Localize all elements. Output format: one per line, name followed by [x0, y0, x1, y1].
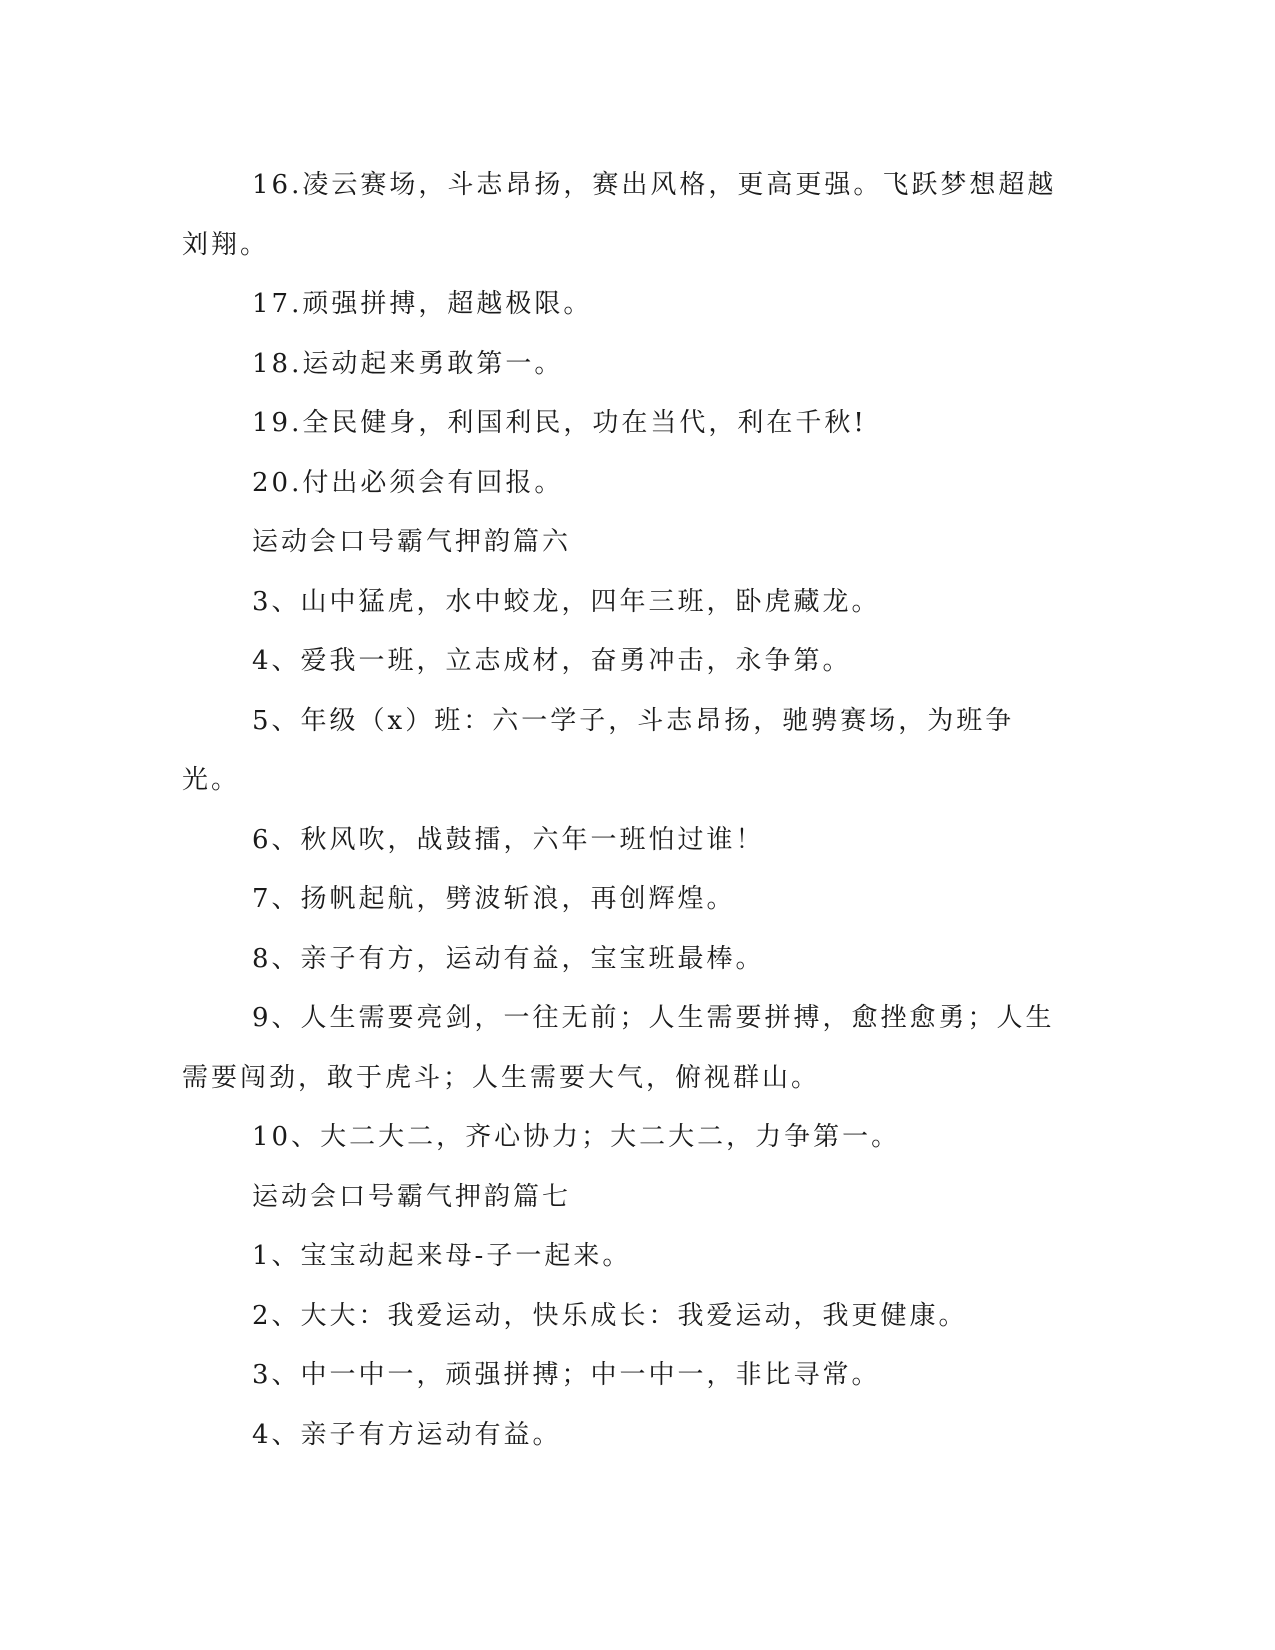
slogan-6-4: 4、爱我一班，立志成材，奋勇冲击，永争第。 — [252, 646, 852, 676]
document-body — [182, 156, 1062, 1465]
slogan-20: 20.付出必须会有回报。 — [252, 467, 564, 498]
slogan-7-2: 2、大大：我爱运动，快乐成长：我爱运动，我更健康。 — [252, 1300, 968, 1331]
slogan-17: 17.顽强拼搏，超越极限。 — [252, 289, 593, 319]
slogan-6-8: 8、亲子有方，运动有益，宝宝班最棒。 — [252, 943, 765, 974]
slogan-6-6: 6、秋风吹，战鼓擂，六年一班怕过谁！ — [252, 824, 765, 855]
section-heading-7: 运动会口号霸气押韵篇七 — [252, 1181, 572, 1212]
slogan-6-5: 5、年级（x）班：六一学子，斗志昂扬，驰骋赛场，为班争光。 — [182, 705, 1015, 795]
slogan-6-10: 10、大二大二，齐心协力；大二大二，力争第一。 — [252, 1122, 901, 1152]
slogan-7-3: 3、中一中一，顽强拼搏；中一中一，非比寻常。 — [252, 1360, 881, 1390]
slogan-6-7: 7、扬帆起航，劈波斩浪，再创辉煌。 — [252, 884, 736, 914]
slogan-16: 16.凌云赛场，斗志昂扬，赛出风格，更高更强。飞跃梦想超越刘翔。 — [182, 170, 1057, 260]
slogan-7-1: 1、宝宝动起来母-子一起来。 — [252, 1241, 632, 1271]
slogan-19: 19.全民健身，利国利民，功在当代，利在千秋! — [252, 408, 867, 438]
slogan-18: 18.运动起来勇敢第一。 — [252, 348, 564, 379]
slogan-7-4: 4、亲子有方运动有益。 — [252, 1419, 562, 1450]
slogan-6-3: 3、山中猛虎，水中蛟龙，四年三班，卧虎藏龙。 — [252, 586, 881, 617]
section-heading-6: 运动会口号霸气押韵篇六 — [252, 527, 572, 557]
slogan-6-9: 9、人生需要亮剑，一往无前；人生需要拼搏，愈挫愈勇；人生需要闯劲，敢于虎斗；人生需要大气，俯视群山。 — [182, 1003, 1055, 1093]
